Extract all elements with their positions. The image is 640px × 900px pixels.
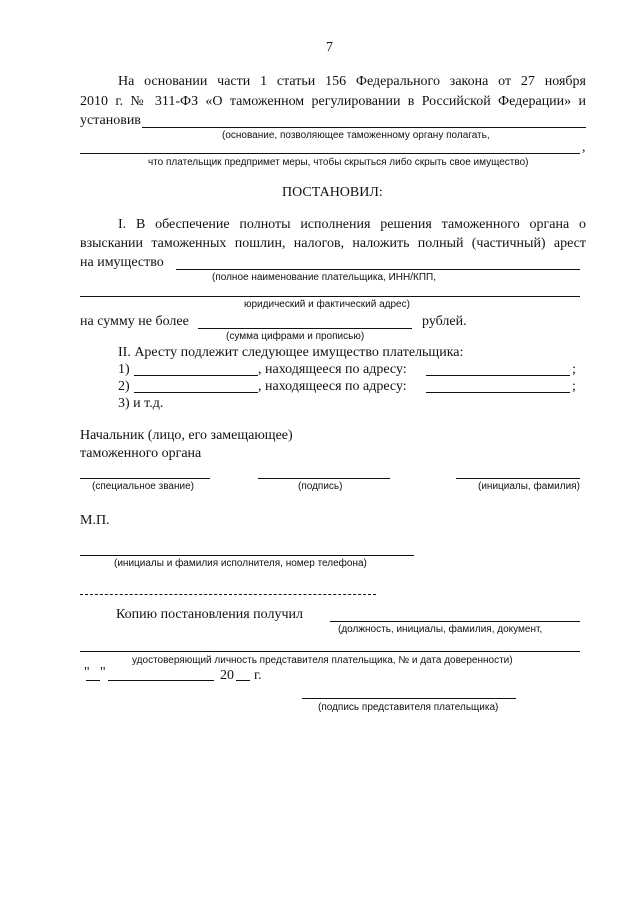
signatory-line-2: таможенного органа <box>80 446 202 461</box>
item1-text: , находящееся по адресу: <box>258 362 407 377</box>
payer-name-field[interactable] <box>176 269 580 270</box>
item2-address-field[interactable] <box>426 392 570 393</box>
rank-caption: (специальное звание) <box>92 481 194 492</box>
rank-field[interactable] <box>80 478 210 479</box>
initials-caption: (инициалы, фамилия) <box>478 481 580 492</box>
payer-address-field[interactable] <box>80 296 580 297</box>
recipient-field[interactable] <box>330 621 580 622</box>
item3: 3) и т.д. <box>118 396 164 411</box>
amount-field[interactable] <box>198 328 412 329</box>
recipient-field-2[interactable] <box>80 651 580 652</box>
page-number: 7 <box>326 40 333 55</box>
section2-title: II. Аресту подлежит следующее имущество плательщика: <box>118 345 464 360</box>
date-suffix: г. <box>254 668 262 683</box>
item1-end: ; <box>572 362 576 377</box>
separator-line <box>80 594 376 595</box>
signatory-line-1: Начальник (лицо, его замещающее) <box>80 428 293 443</box>
representative-signature-field[interactable] <box>302 698 516 699</box>
item1-address-field[interactable] <box>426 375 570 376</box>
seal-mark: М.П. <box>80 513 110 528</box>
item2-property-field[interactable] <box>134 392 258 393</box>
copy-caption-2: удостоверяющий личность представителя плательщика, № и дата доверенности) <box>132 655 513 666</box>
signature-field[interactable] <box>258 478 390 479</box>
date-quote-open: " <box>84 665 90 680</box>
section1-line-3: на имущество <box>80 255 164 270</box>
amount-suffix: рублей. <box>422 314 467 329</box>
section1-caption-2: юридический и фактический адрес) <box>244 299 410 310</box>
section1-caption-3: (сумма цифрами и прописью) <box>226 331 365 342</box>
date-month-field[interactable] <box>108 680 214 681</box>
intro-basis-field-2[interactable] <box>80 153 580 154</box>
initials-field[interactable] <box>456 478 580 479</box>
intro-line-3: установив <box>80 113 141 128</box>
date-quote-close: " <box>100 665 106 680</box>
section1-line-2: взыскании таможенных пошлин, налогов, наложить полный (частичный) арест <box>80 236 586 251</box>
executor-caption: (инициалы и фамилия исполнителя, номер телефона) <box>114 558 367 569</box>
amount-prefix: на сумму не более <box>80 314 189 329</box>
section1-line-1: I. В обеспечение полноты исполнения решения таможенного органа о <box>118 217 586 232</box>
date-year-prefix: 20 <box>220 668 234 683</box>
intro-line-1: На основании части 1 статьи 156 Федерального закона от 27 ноября <box>118 74 586 89</box>
intro-caption-1: (основание, позволяющее таможенному органу полагать, <box>222 130 490 141</box>
item2-end: ; <box>572 379 576 394</box>
copy-caption-1: (должность, инициалы, фамилия, документ, <box>338 624 543 635</box>
intro-caption-2: что плательщик предпримет меры, чтобы скрыться либо скрыть свое имущество) <box>148 157 529 168</box>
executor-field[interactable] <box>80 555 414 556</box>
intro-comma: , <box>582 140 586 155</box>
item2-text: , находящееся по адресу: <box>258 379 407 394</box>
signature-caption: (подпись) <box>298 481 343 492</box>
item1-number: 1) <box>118 362 130 377</box>
date-year-field[interactable] <box>236 680 250 681</box>
representative-signature-caption: (подпись представителя плательщика) <box>318 702 499 713</box>
intro-basis-field[interactable] <box>142 127 586 128</box>
decision-heading: ПОСТАНОВИЛ: <box>282 185 383 200</box>
intro-line-2: 2010 г. № 311-ФЗ «О таможенном регулировании в Российской Федерации» и <box>80 94 586 109</box>
section1-caption-1: (полное наименование плательщика, ИНН/КПП, <box>212 272 436 283</box>
date-day-field[interactable] <box>86 680 100 681</box>
copy-received-label: Копию постановления получил <box>116 607 303 622</box>
item1-property-field[interactable] <box>134 375 258 376</box>
item2-number: 2) <box>118 379 130 394</box>
